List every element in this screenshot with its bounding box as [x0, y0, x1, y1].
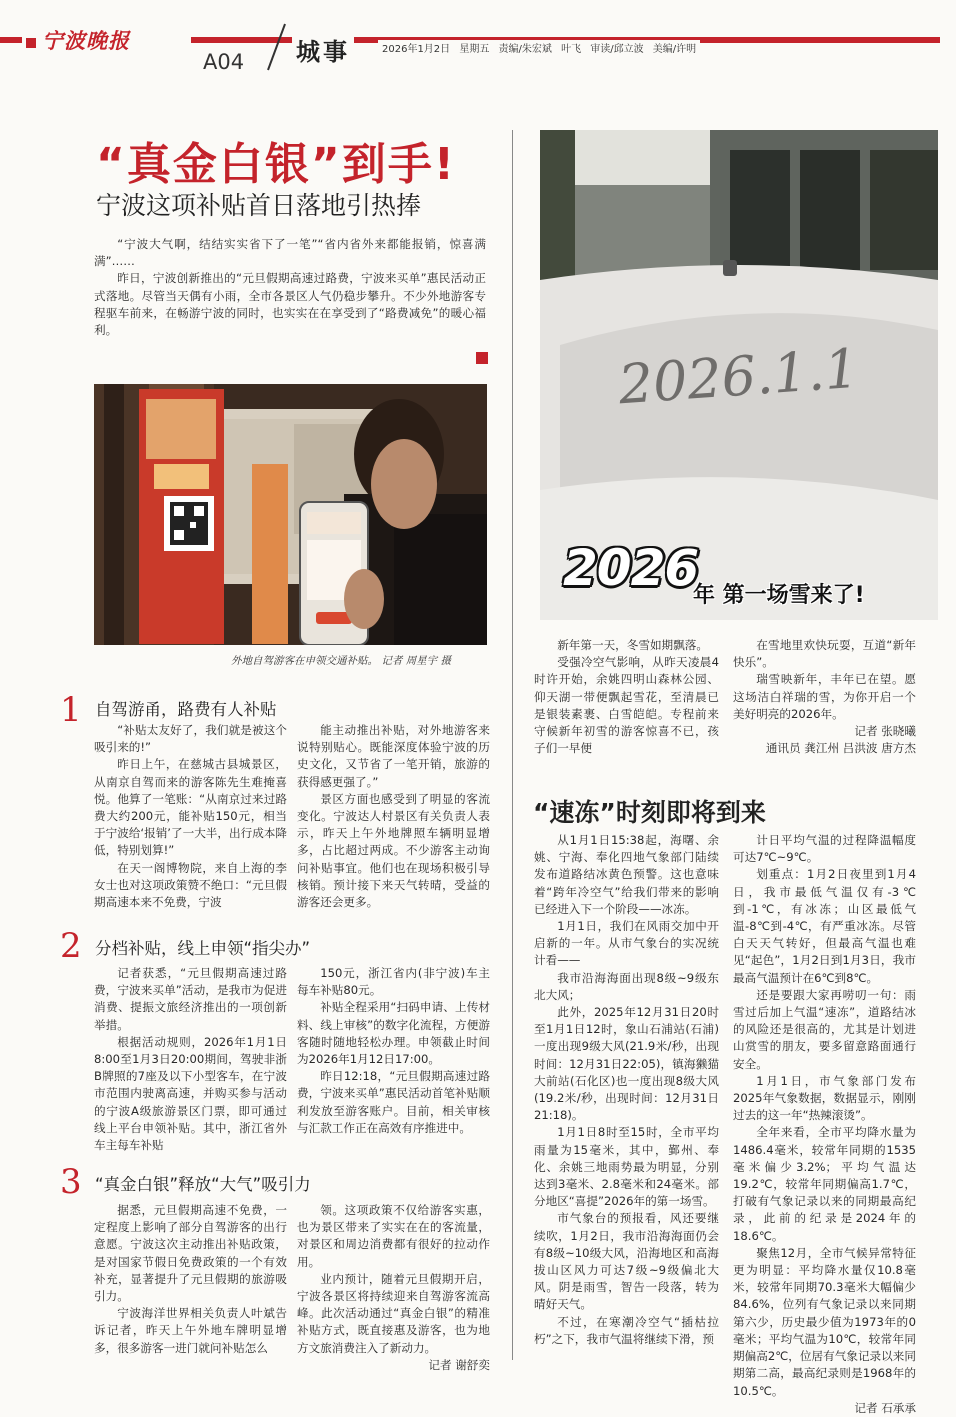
paragraph: 瑞雪映新年，丰年已在望。愿这场洁白祥瑞的雪，为你开启一个美好明亮的2026年。: [733, 672, 916, 721]
snow-title-year: 2026: [563, 539, 699, 597]
byline: 记者 石承承: [854, 1400, 916, 1415]
section-number: 1: [60, 690, 82, 730]
column-divider: [512, 130, 513, 1360]
freeze-title: [533, 793, 766, 829]
section-title: 分档补贴，线上申领“指尖办”: [95, 939, 311, 958]
paragraph: 昨日，宁波创新推出的“元旦假期高速过路费，宁波来买单”惠民活动正式落地。尽管当天偶有小雨，全市各景区人气仍稳步攀升。不少外地游客专程驱车前来，在畅游宁波的同时，也实实在在享受到了“路费减免”的暖心福利。: [94, 271, 486, 338]
paragraph: “宁波大气啊，结结实实省下了一笔”“省内省外来都能报销，惊喜满满”……: [94, 237, 486, 269]
paragraph: 从1月1日15:38起，海曙、余姚、宁海、奉化四地气象部门陆续发布道路结冰黄色预警。这也意味着“跨年冷空气”给我们带来的影响已经进入下一个阶段——冰冻。: [534, 833, 719, 916]
paragraph: 此外，2025年12月31日20时至1月1日12时，象山石浦站(石浦)一度出现9级大风(21.9米/秒，出现时间：12月31日22:05)，镇海獭猫大前站(石化区)也一度出现8级大风(19.2米/秒，出现时间：12月31日21:18)。: [534, 1005, 719, 1123]
byline: 记者 谢舒奕: [428, 1357, 490, 1372]
qr-code-icon: [170, 502, 208, 545]
paragraph: 在雪地里欢快玩耍，互道“新年快乐”。: [733, 638, 916, 670]
paragraph: 市气象台的预报看，风还要继续吹，1月2日，我市沿海海面仍会有8级~10级大风，沿海地区和高海拔山区风力可达7级~9级偏北大风。阴是雨雪，智告一段落，转为晴好天气。: [534, 1211, 719, 1312]
byline: 通讯员 龚江州 吕洪波 唐方杰: [765, 741, 916, 756]
paragraph: 昨日上午，在慈城古县城景区，从南京自驾而来的游客陈先生难掩喜悦。他算了一笔账：“从南京过来过路费大约200元，能补贴150元，相当于宁波给‘报销’了一大半，出行成本降低，特别划算!”: [94, 757, 287, 858]
headline: “真金白银”到手!: [96, 139, 456, 190]
paragraph: 1月1日，我们在风雨交加中开启新的一年。从市气象台的实况统计看——: [534, 919, 719, 968]
paragraph: 新年第一天，冬雪如期飘落。: [557, 638, 708, 652]
section-title: “真金白银”释放“大气”吸引力: [95, 1175, 311, 1194]
paragraph: 受强冷空气影响，从昨天凌晨4时许开始，余姚四明山森林公园、仰天湖一带便飘起雪花，至清晨已是银装素裹、白雪皑皑。专程前来守候新年初雪的游客惊喜不已，孩子们一早便: [534, 655, 719, 756]
corner-mark: [476, 352, 488, 364]
paragraph: 记者获悉，“元旦假期高速过路费，宁波来买单”活动，是我市为促进消费、提振文旅经济推出的一项创新举措。: [94, 966, 287, 1032]
paragraph: 补贴全程采用“扫码申请、上传材料、线上审核”的数字化流程，方便游客随时随地轻松办理。申领截止时间为2026年1月12日17:00。: [297, 1000, 490, 1067]
logo-text: 宁波晚报: [42, 28, 130, 53]
paragraph: 1月1日，市气象部门发布2025年气象数据，数据显示，刚刚过去的这一年“热辣滚烫”。: [733, 1073, 916, 1123]
freeze-title-text: “速冻”时刻即将到来: [533, 798, 766, 827]
masthead-logo: [22, 25, 191, 55]
section-1-col-right: [297, 722, 490, 911]
paragraph: 在天一阁博物院，来自上海的李女士也对这项政策赞不绝口：“元旦假期高速本来不免费，宁波: [94, 860, 287, 910]
paragraph: 聚焦12月，全市气候异常特征更为明显：平均降水量仅10.8毫米，较常年同期70.3毫米大幅偏少84.6%，位列有气象记录以来同期第六少，历史最少值为1973年的0毫米；平均气温为10℃，较常年同期偏高2℃，位居有气象记录以来同期第二高，最高纪录则是1968年的10.5℃。: [733, 1245, 916, 1398]
section-3-col-right: [297, 1202, 490, 1374]
paragraph: 昨日12:18，“元旦假期高速过路费，宁波来买单”惠民活动首笔补贴顺利发放至游客账户。目前，相关审核与汇款工作正在高效有序推进中。: [297, 1069, 490, 1135]
paragraph: 宁波海洋世界相关负责人叶斌告诉记者，昨天上午外地车牌明显增多，很多游客一进门就问补贴怎么: [94, 1306, 287, 1355]
paragraph: 划重点：1月2日夜里到1月4日，我市最低气温仅有-3℃到-1℃，有冰冻；山区最低气温-8℃到-4℃，有严重冰冻。尽管白天天气转好，但最高气温也难见“起色”，1月2日到1月3日，我市最高气温预计在6℃到8℃。: [733, 867, 916, 985]
paragraph: 我市沿海海面出现8级~9级东北大风；: [534, 970, 719, 1002]
paragraph: 还是要跟大家再唠叨一句：雨雪过后加上气温“速冻”，道路结冰的风险还是很高的，尤其是计划进山赏雪的朋友，要多留意路面通行安全。: [733, 987, 916, 1071]
paragraph: “补贴太友好了，我们就是被这个吸引来的!”: [94, 723, 287, 755]
paragraph: 能主动推出补贴，对外地游客来说特别贴心。既能深度体验宁波的历史文化，又节省了一笔开销，旅游的获得感更强了。”: [297, 723, 490, 789]
paragraph: 景区方面也感受到了明显的客流变化。宁波达人村景区有关负责人表示，昨天上午外地牌照车辆明显增多，占比超过两成。不少游客主动询问补贴事宜。他们也在现场积极引导核销。预计接下来天气转晴，受益的游客还会更多。: [297, 791, 490, 910]
paragraph: 领。这项政策不仅给游客实惠，也为景区带来了实实在在的客流量，对景区和周边消费都有很好的拉动作用。: [297, 1203, 490, 1269]
section-number: 2: [60, 926, 82, 966]
section-title: 自驾游甬，路费有人补贴: [95, 700, 277, 719]
snow-col-right: [733, 637, 916, 757]
snow-col-left: [534, 637, 719, 757]
section-2-col-left: [94, 965, 287, 1154]
snow-title: 年 第一场雪来了!: [693, 583, 865, 608]
intro-text: [94, 236, 486, 339]
paragraph: 全年来看，全市平均降水量为1486.4毫米，较常年同期的1535毫米偏少3.2%；平均气温达19.2℃，较常年同期偏高1.7℃，打破有气象记录以来的同期最高纪录，此前的纪录是2024年的18.6℃。: [733, 1125, 916, 1243]
subsidy-photo: [94, 384, 487, 645]
section-2-col-right: [297, 965, 490, 1137]
photo-caption: 外地自驾游客在申领交通补贴。 记者 周星宇 摄: [231, 655, 452, 667]
byline: 记者 张晓曦: [854, 724, 916, 739]
divider-slash-icon: [265, 22, 287, 72]
paragraph: 根据活动规则，2026年1月1日8:00至1月3日20:00期间，驾驶非浙B牌照的7座及以下小型客车，在宁波市范围内驶离高速，并购买参与活动的宁波A级旅游景区门票，即可通过线上平台申领补贴。其中，浙江省外车主每车补贴: [94, 1034, 287, 1153]
section-3-col-left: [94, 1202, 287, 1357]
snow-writing: 2026.1.1: [616, 336, 861, 417]
freeze-col-left: [534, 832, 719, 1348]
freeze-col-right: [733, 832, 916, 1417]
logo-dot-icon: [26, 38, 36, 48]
paragraph: 计日平均气温的过程降温幅度可达7℃~9℃。: [733, 833, 916, 865]
paragraph: 业内预计，随着元旦假期开启，宁波各景区将持续迎来自驾游客流高峰。此次活动通过“真金白银”的精准补贴方式，既直接惠及游客，也为地方文旅消费注入了新动力。: [297, 1271, 490, 1355]
section-number: 3: [60, 1162, 82, 1202]
page-number: A04: [203, 50, 245, 74]
paragraph: 不过，在寒潮冷空气“插枯拉朽”之下，我市气温将继续下滑，预: [534, 1314, 719, 1346]
section-1-col-left: [94, 722, 287, 911]
paragraph: 150元，浙江省内(非宁波)车主每车补贴80元。: [297, 966, 490, 998]
section-name: 城事: [292, 32, 354, 67]
issue-meta: 2026年1月2日 星期五 责编/朱宏斌 叶飞 审读/邱立波 美编/许明: [378, 40, 700, 55]
subheadline: 宁波这项补贴首日落地引热捧: [96, 191, 422, 220]
paragraph: 据悉，元旦假期高速不免费，一定程度上影响了部分自驾游客的出行意愿。宁波这次主动推出补贴政策，是对国家节假日免费政策的一个有效补充，显著提升了元旦假期的旅游吸引力。: [94, 1203, 287, 1304]
paragraph: 1月1日8时至15时，全市平均雨量为15毫米，其中，鄞州、奉化、余姚三地雨势最为明显，分别达到3毫米、2.8毫米和24毫米。部分地区“喜提”2026年的第一场雪。: [534, 1125, 719, 1209]
